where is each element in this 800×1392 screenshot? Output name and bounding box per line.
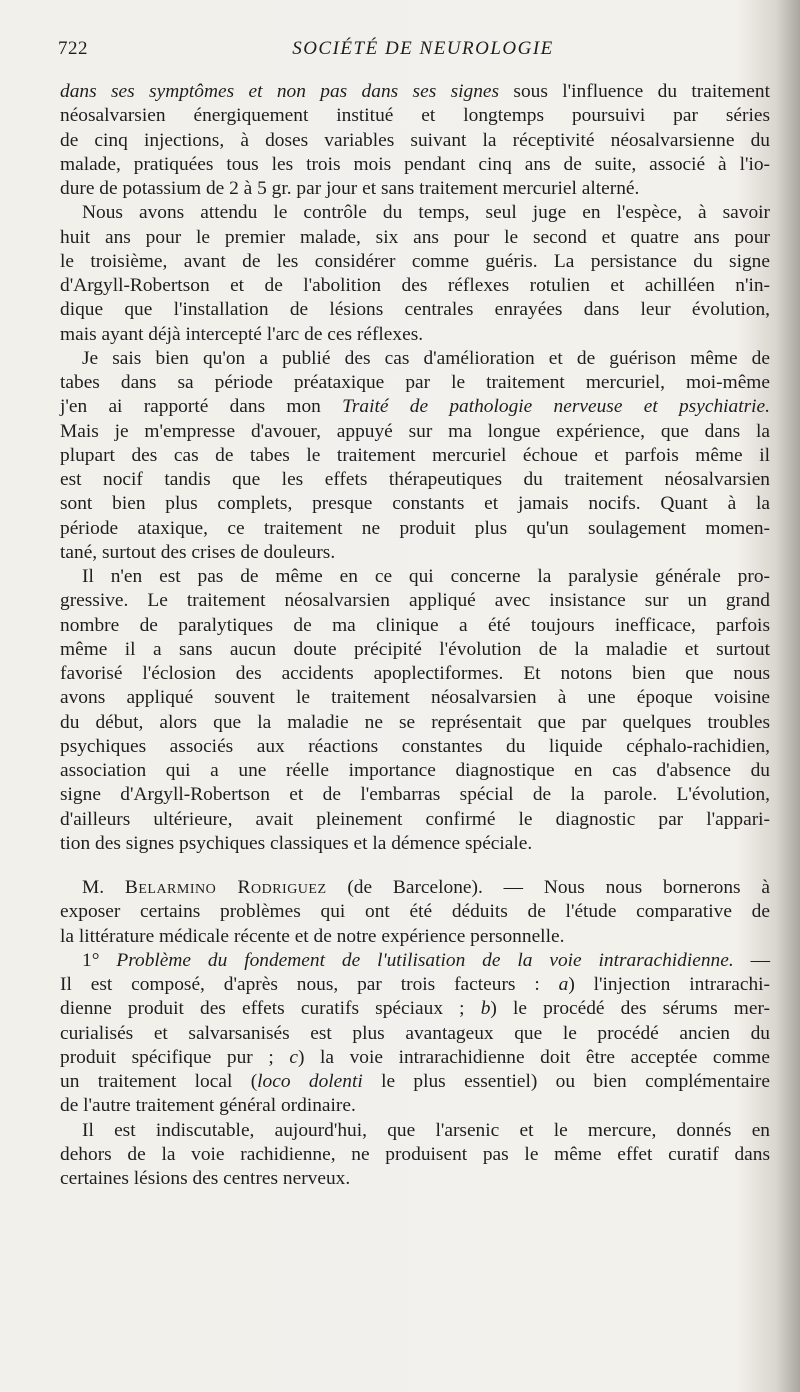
text-line: exposer certains problèmes qui ont été déduits de l'étude comparative de xyxy=(60,901,770,923)
paragraph xyxy=(60,949,770,1119)
text-line: est nocif tandis que les effets thérapeutiques du traitement néosalvarsien xyxy=(60,469,770,490)
text-line: d'Argyll-Robertson et de l'abolition des réflexes rotulien et achilléen n'in- xyxy=(60,275,770,296)
running-title: SOCIÉTÉ DE NEUROLOGIE xyxy=(292,38,554,59)
paragraph xyxy=(60,201,770,347)
text-line: M. Belarmino Rodriguez (de Barcelone). — Nous nous bornerons à xyxy=(82,877,770,898)
page-number: 722 xyxy=(58,38,88,59)
text-line: Il est composé, d'après nous, par trois facteurs : a) l'injection intrarachi- xyxy=(60,974,770,995)
text-line: produit spécifique pur ; c) la voie intrarachidienne doit être acceptée comme xyxy=(60,1046,770,1068)
paragraph xyxy=(60,80,770,201)
text-line: mais ayant déjà intercepté l'arc de ces réflexes. xyxy=(60,323,424,345)
text-line: tabes dans sa période préataxique par le traitement mercuriel, moi-même xyxy=(60,372,770,393)
text-line: Nous avons attendu le contrôle du temps, seul juge en l'espèce, à savoir xyxy=(82,202,770,224)
text-line: même il a sans aucun doute précipité l'évolution de la maladie et surtout xyxy=(60,638,770,660)
text-line: Je sais bien qu'on a publié des cas d'amélioration et de guérison même de xyxy=(82,347,770,369)
paragraph xyxy=(60,876,770,949)
text-line: dure de potassium de 2 à 5 gr. par jour et sans traitement mercuriel alterné. xyxy=(60,178,640,199)
text-line: Il est indiscutable, aujourd'hui, que l'arsenic et le mercure, donnés en xyxy=(82,1119,770,1141)
paragraph xyxy=(60,1119,770,1192)
text-line: sont bien plus complets, presque constants et jamais nocifs. Quant à la xyxy=(60,493,770,515)
text-line: dique que l'installation de lésions centrales enrayées dans leur évolution, xyxy=(60,299,770,321)
text-line: tion des signes psychiques classiques et la démence spéciale. xyxy=(60,832,533,854)
text-line: dienne produit des effets curatifs spéciaux ; b) le procédé des sérums mer- xyxy=(60,998,770,1020)
text-line: signe d'Argyll-Robertson et de l'embarras spécial de la parole. L'évolution, xyxy=(60,784,770,806)
text-line: dehors de la voie rachidienne, ne produisent pas le même effet curatif dans xyxy=(60,1143,770,1165)
section-gap xyxy=(60,856,770,876)
text-line: certaines lésions des centres nerveux. xyxy=(60,1168,351,1189)
text-line: période ataxique, ce traitement ne produit plus qu'un soulagement momen- xyxy=(60,517,770,539)
text-line: malade, pratiquées tous les trois mois pendant cinq ans de suite, associé à l'io- xyxy=(60,153,770,175)
text-line: plupart des cas de tabes le traitement mercuriel échoue et parfois même il xyxy=(60,444,770,466)
text-line: Mais je m'empresse d'avouer, appuyé sur ma longue expérience, que dans la xyxy=(60,420,770,442)
page-header xyxy=(58,38,758,68)
paragraph xyxy=(60,565,770,856)
text-line: tané, surtout des crises de douleurs. xyxy=(60,541,336,563)
text-line: d'ailleurs ultérieure, avait pleinement confirmé le diagnostic par l'appari- xyxy=(60,808,770,830)
text-line: huit ans pour le premier malade, six ans pour le second et quatre ans pour xyxy=(60,226,770,248)
text-line: un traitement local (loco dolenti le plus essentiel) ou bien complémentaire xyxy=(60,1071,770,1092)
text-line: néosalvarsien énergiquement institué et longtemps poursuivi par séries xyxy=(60,105,770,127)
text-line: j'en ai rapporté dans mon Traité de pathologie nerveuse et psychiatrie. xyxy=(60,396,770,418)
text-line: psychiques associés aux réactions constantes du liquide céphalo-rachidien, xyxy=(60,735,770,757)
text-line: favorisé l'éclosion des accidents apoplectiformes. Et notons bien que nous xyxy=(60,663,770,684)
paragraph xyxy=(60,347,770,565)
text-line: gressive. Le traitement néosalvarsien appliqué avec insistance sur un grand xyxy=(60,590,770,612)
body-text xyxy=(60,80,770,1191)
text-line: la littérature médicale récente et de notre expérience personnelle. xyxy=(60,925,565,947)
text-line: le troisième, avant de les considérer comme guéris. La persistance du signe xyxy=(60,250,770,272)
text-line: de l'autre traitement général ordinaire. xyxy=(60,1095,356,1117)
text-line: nombre de paralytiques de ma clinique a été toujours inefficace, parfois xyxy=(60,614,770,636)
text-line: association qui a une réelle importance diagnostique en cas d'absence du xyxy=(60,760,770,781)
text-line: de cinq injections, à doses variables suivant la réceptivité néosalvarsienne du xyxy=(60,129,770,151)
text-line: Il n'en est pas de même en ce qui concerne la paralysie générale pro- xyxy=(82,566,770,587)
text-line: 1° Problème du fondement de l'utilisation de la voie intrarachidienne. — xyxy=(82,949,770,971)
author-name: Belarmino Rodriguez xyxy=(124,877,327,898)
text-line: curialisés et salvarsanisés est plus avantageux que le procédé ancien du xyxy=(60,1022,770,1044)
text-line: du début, alors que la maladie ne se représentait que par quelques troubles xyxy=(60,711,770,733)
text-line: dans ses symptômes et non pas dans ses signes sous l'influence du traitement xyxy=(60,81,770,102)
text-line: avons appliqué souvent le traitement néosalvarsien à une époque voisine xyxy=(60,687,770,709)
